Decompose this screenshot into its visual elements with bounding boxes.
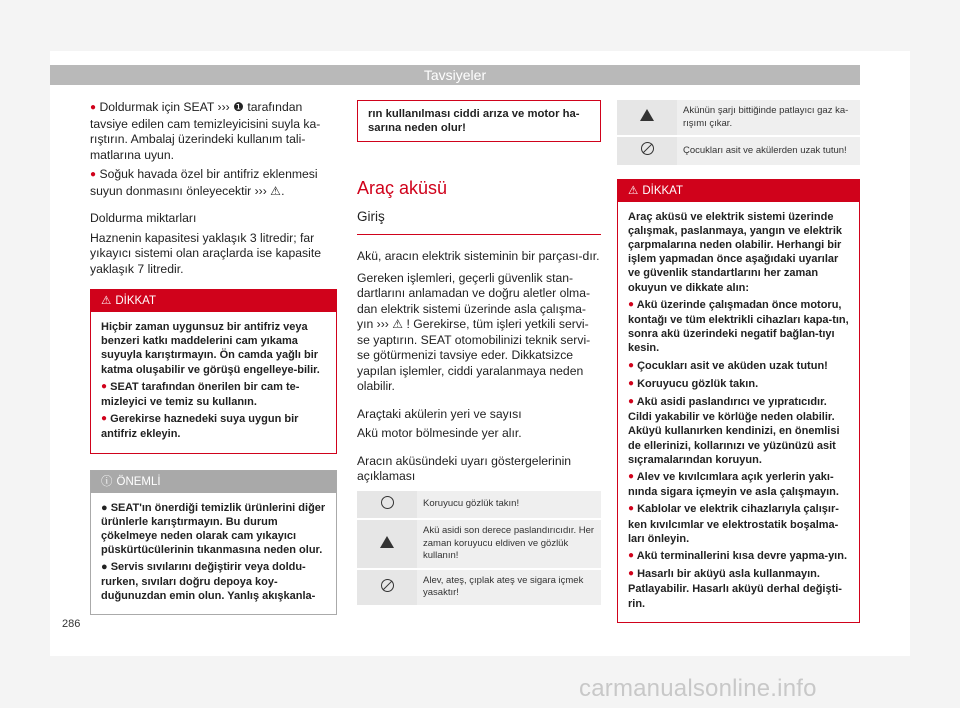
list-item: ● Çocukları asit ve aküden uzak tutun! xyxy=(628,359,828,372)
table-row: Çocukları asit ve akülerden uzak tutun! xyxy=(617,136,860,166)
explosion-icon xyxy=(640,109,654,121)
bullet-icon: ● xyxy=(628,359,635,371)
bullet-icon: ● xyxy=(90,102,97,113)
list-item: ● SEAT tarafından önerilen bir cam te-mizleyici ve temiz su kullanın. xyxy=(101,380,300,409)
goggles-icon xyxy=(381,496,394,509)
list-item: ● Akü asidi paslandırıcı ve yıpratıcıdır. Cildi yakabilir ve körlüğe neden olabilir. Aküyü kullanırken kendinizi, en önemlisi de ellerinizi, kollarınızı ve yüzünüzü asit sıçramalarından koruyun. xyxy=(628,395,840,466)
section-subheading: Aracın aküsündeki uyarı göstergelerinin açıklaması xyxy=(357,453,572,484)
list-item: ● Akü terminallerini kısa devre yapma-yın. xyxy=(628,549,848,562)
table-row: Koruyucu gözlük takın! xyxy=(357,491,601,520)
bullet-icon: ● xyxy=(101,380,108,392)
symbol-table xyxy=(617,100,860,167)
no-fire-icon xyxy=(381,579,394,592)
page-header: Tavsiyeler xyxy=(50,65,860,85)
note-header: ⓘ ÖNEMLİ xyxy=(91,471,336,493)
page-number: 286 xyxy=(62,618,81,630)
paragraph: Akü, aracın elektrik sisteminin bir parçası-dır. xyxy=(357,249,600,264)
note-body xyxy=(91,493,336,614)
paragraph: Akü motor bölmesinde yer alır. xyxy=(357,426,522,441)
bullet-icon: ● xyxy=(90,169,97,180)
bullet-icon: ● xyxy=(628,549,635,561)
column-left xyxy=(90,100,337,615)
list-item: ● Kablolar ve elektrik cihazlarıyla çalışır-ken kıvılcımlar ve elektrostatik boşalma-ları önleyin. xyxy=(628,503,839,545)
bullet-icon: ● xyxy=(628,470,635,482)
warning-body: Araç aküsü ve elektrik sistemi üzerinde çalışmak, paslanmaya, yangın ve elektrik çarpmalarına neden olabilir. Herhangi bir işlem yapmadan önce aşağıdaki uyarılar ve güvenlik standartlarını her zaman okuyun ve dikkate alın: ● Akü üzerinde çalışmadan önce motoru, kontağı ve tüm elektrikli cihazları kapa-tın, sonra akü üzerindeki negatif bağlan-tıyı kesin. ● Çocukları asit ve aküden uzak tutun! ● Koruyucu gözlük takın. ● Akü asidi paslandırıcı ve yıpratıcıdır. Cildi yakabilir ve körlüğe neden olabilir. Aküyü kullanırken kendinizi, en önemlisi de ellerinizi, kollarınızı ve yüzünüzü asit sıçramalarından koruyun. ● Alev ve kıvılcımlara açık yerlerin yakı-nında sigara içmeyin ve asla çalışmayın. ● Kablolar ve elektrik cihazlarıyla çalışır-ken kıvılcımlar ve elektrostatik boşalma-ları önleyin. ● Akü terminallerini kısa devre yapma-yın. ● Hasarlı bir aküyü asla kullanmayın. Patlayabilir. Hasarlı aküyü derhal değişti-rin. xyxy=(628,210,849,610)
warning-triangle-icon: ⚠ xyxy=(628,184,639,197)
warning-box xyxy=(617,179,860,623)
list-item: ● Akü üzerinde çalışmadan önce motoru, kontağı ve tüm elektrikli cihazları kapa-tın, sonra akü üzerindeki negatif bağlan-tıyı kesin. xyxy=(628,298,849,355)
section-subtitle: Giriş xyxy=(357,209,601,235)
bullet-icon: ● xyxy=(101,413,108,425)
table-row: Alev, ateş, çıplak ateş ve sigara içmek yasaktır! xyxy=(357,569,601,606)
list-item: ● Hasarlı bir aküyü asla kullanmayın. Patlayabilir. Hasarlı aküyü derhal değişti-rin. xyxy=(628,568,842,610)
bullet-paragraph: ● Doldurmak için SEAT ››› ❶ tarafından tavsiye edilen cam temizleyicisini suyla ka-rıştırın. Ambalaj üzerindeki kullanım tali-matlarına uyun. xyxy=(90,100,321,162)
bullet-icon: ● xyxy=(628,377,635,389)
section-title: Araç aküsü xyxy=(357,178,448,199)
warning-body: Hiçbir zaman uygunsuz bir antifriz veya benzeri katkı maddelerini cam yıkama suyuyla karıştırmayın. Ön camda yağlı bir katma oluşabilir ve görüşü engelleye-bilir. ● SEAT tarafından önerilen bir cam te-mizleyici ve temiz su kullanın. ● Gerekirse haznedeki suya uygun bir antifriz ekleyin. xyxy=(91,312,336,453)
list-item: ● Koruyucu gözlük takın. xyxy=(628,377,759,390)
bullet-icon: ● xyxy=(628,298,635,310)
watermark: carmanualsonline.info xyxy=(579,675,817,702)
bullet-icon: ● xyxy=(628,503,635,515)
warning-header: ⚠ DİKKAT xyxy=(618,180,859,202)
paragraph: Gereken işlemleri, geçerli güvenlik stan-dartlarını anlamadan ve doğru aletler olma-dan elektrik sistemi üzerinde asla çalışma-yın ››› ⚠ ! Gerekirse, tüm işleri yetkili servi-se yaptırın. SEAT otomobilinizi teknik servi-se götürmenizi tavsiye eder. Dikkatsizce yapılan işlemler, ciddi yaralanmaya neden olabilir. xyxy=(357,270,591,394)
table-row: Akü asidi son derece paslandırıcıdır. Her zaman koruyucu eldiven ve gözlük kullanın! xyxy=(357,519,601,569)
list-item: ● Alev ve kıvılcımlara açık yerlerin yakı-nında sigara içmeyin ve asla çalışmayın. xyxy=(628,470,839,499)
note-box xyxy=(90,470,337,615)
paragraph: Haznenin kapasitesi yaklaşık 3 litredir; far yıkayıcı sistemi olan araçlarda ise kapasite yaklaşık 7 litredir. xyxy=(90,230,321,276)
warning-box xyxy=(90,289,337,454)
bullet-icon: ● xyxy=(628,568,635,580)
symbol-table xyxy=(357,491,601,607)
list-item: ● Gerekirse haznedeki suya uygun bir antifriz ekleyin. xyxy=(101,413,299,441)
info-circle-icon: ⓘ xyxy=(101,475,113,488)
list-item: ● Servis sıvılarını değiştirir veya doldu-rurken, sıvıları doğru depoya koy-duğunuzdan emin olun. Yanlış akışkanla- xyxy=(101,561,316,602)
warning-continuation: rın kullanılması ciddi arıza ve motor ha-sarına neden olur! xyxy=(357,100,601,142)
acid-icon xyxy=(380,536,394,548)
warning-header: ⚠ DİKKAT xyxy=(91,290,336,312)
column-right xyxy=(617,100,860,623)
section-subheading: Araçtaki akülerin yeri ve sayısı xyxy=(357,406,522,421)
warning-triangle-icon: ⚠ xyxy=(101,295,112,307)
no-children-icon xyxy=(641,142,654,155)
bullet-icon: ● xyxy=(628,395,635,407)
column-middle xyxy=(357,100,601,607)
list-item: ● SEAT'ın önerdiği temizlik ürünlerini diğer ürünlerle karıştırmayın. Bu durum çökelmeye neden olarak cam yıkayıcı püskürtücülerinin tıkanmasına neden olur. xyxy=(101,501,326,557)
section-subheading: Doldurma miktarları xyxy=(90,211,197,225)
bullet-paragraph: ● Soğuk havada özel bir antifriz eklenmesi suyun donmasını önleyecektir ››› ⚠. xyxy=(90,167,318,198)
table-row: Akünün şarjı bittiğinde patlayıcı gaz ka-rışımı çıkar. xyxy=(617,100,860,136)
